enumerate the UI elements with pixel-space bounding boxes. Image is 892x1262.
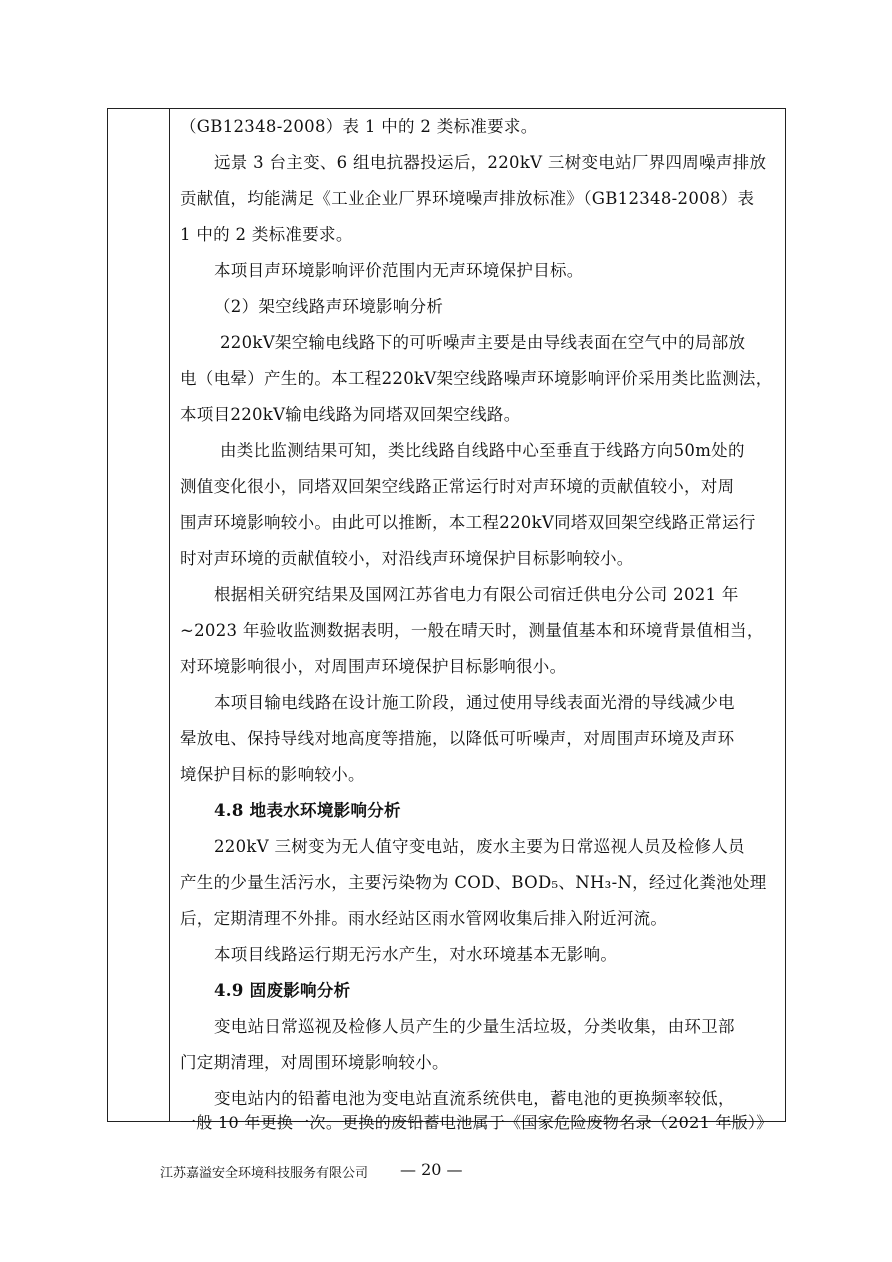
text-line: 由类比监测结果可知，类比线路自线路中心至垂直于线路方向50m处的 <box>220 441 745 460</box>
text-line: 变电站内的铅蓄电池为变电站直流系统供电，蓄电池的更换频率较低， <box>214 1089 735 1108</box>
text-line: 本项目线路运行期无污水产生，对水环境基本无影响。 <box>214 945 618 964</box>
section-heading: 4.9 固废影响分析 <box>214 981 351 1000</box>
text-line: ~2023 年验收监测数据表明，一般在晴天时，测量值基本和环境背景值相当， <box>180 621 764 640</box>
label-column <box>108 109 170 1121</box>
text-line: 220kV 三树变为无人值守变电站，废水主要为日常巡视人员及检修人员 <box>214 837 745 856</box>
text-line: 对环境影响很小，对周围声环境保护目标影响很小。 <box>180 657 567 676</box>
text-line: 本项目声环境影响评价范围内无声环境保护目标。 <box>214 261 584 280</box>
text-line: 一般 10 年更换一次。更换的废铅蓄电池属于《国家危险废物名录（2021 年版）》 <box>180 1113 773 1132</box>
text-line: 本项目输电线路在设计施工阶段，通过使用导线表面光滑的导线减少电 <box>214 693 735 712</box>
text-line: （GB12348-2008）表 1 中的 2 类标准要求。 <box>180 117 538 136</box>
text-line: 1 中的 2 类标准要求。 <box>180 225 353 244</box>
text-line: 产生的少量生活污水，主要污染物为 COD、BOD₅、NH₃-N，经过化粪池处理 <box>180 873 767 892</box>
page-number: — 20 — <box>400 1160 463 1179</box>
text-line: 远景 3 台主变、6 组电抗器投运后，220kV 三树变电站厂界四周噪声排放 <box>214 153 767 172</box>
text-line: 电（电晕）产生的。本工程220kV架空线路噪声环境影响评价采用类比监测法， <box>180 369 773 388</box>
footer-company: 江苏嘉溢安全环境科技服务有限公司 <box>160 1166 369 1181</box>
text-line: 晕放电、保持导线对地高度等措施，以降低可听噪声，对周围声环境及声环 <box>180 729 735 748</box>
text-line: 围声环境影响较小。由此可以推断，本工程220kV同塔双回架空线路正常运行 <box>180 513 756 532</box>
content-table <box>107 108 786 1132</box>
text-line: 测值变化很小，同塔双回架空线路正常运行时对声环境的贡献值较小，对周 <box>180 477 735 496</box>
text-line: 门定期清理，对周围环境影响较小。 <box>180 1053 449 1072</box>
section-subheading: （2）架空线路声环境影响分析 <box>214 297 444 316</box>
text-line: 贡献值，均能满足《工业企业厂界环境噪声排放标准》（GB12348-2008）表 <box>180 189 755 208</box>
text-line: 本项目220kV输电线路为同塔双回架空线路。 <box>180 405 521 424</box>
section-heading: 4.8 地表水环境影响分析 <box>214 801 401 820</box>
text-line: 境保护目标的影响较小。 <box>180 765 365 784</box>
text-line: 变电站日常巡视及检修人员产生的少量生活垃圾，分类收集，由环卫部 <box>214 1017 735 1036</box>
text-line: 时对声环境的贡献值较小，对沿线声环境保护目标影响较小。 <box>180 549 634 568</box>
text-line: 根据相关研究结果及国网江苏省电力有限公司宿迁供电分公司 2021 年 <box>214 585 739 604</box>
text-line: 后，定期清理不外排。雨水经站区雨水管网收集后排入附近河流。 <box>180 909 668 928</box>
text-line: 220kV架空输电线路下的可听噪声主要是由导线表面在空气中的局部放 <box>220 333 746 352</box>
